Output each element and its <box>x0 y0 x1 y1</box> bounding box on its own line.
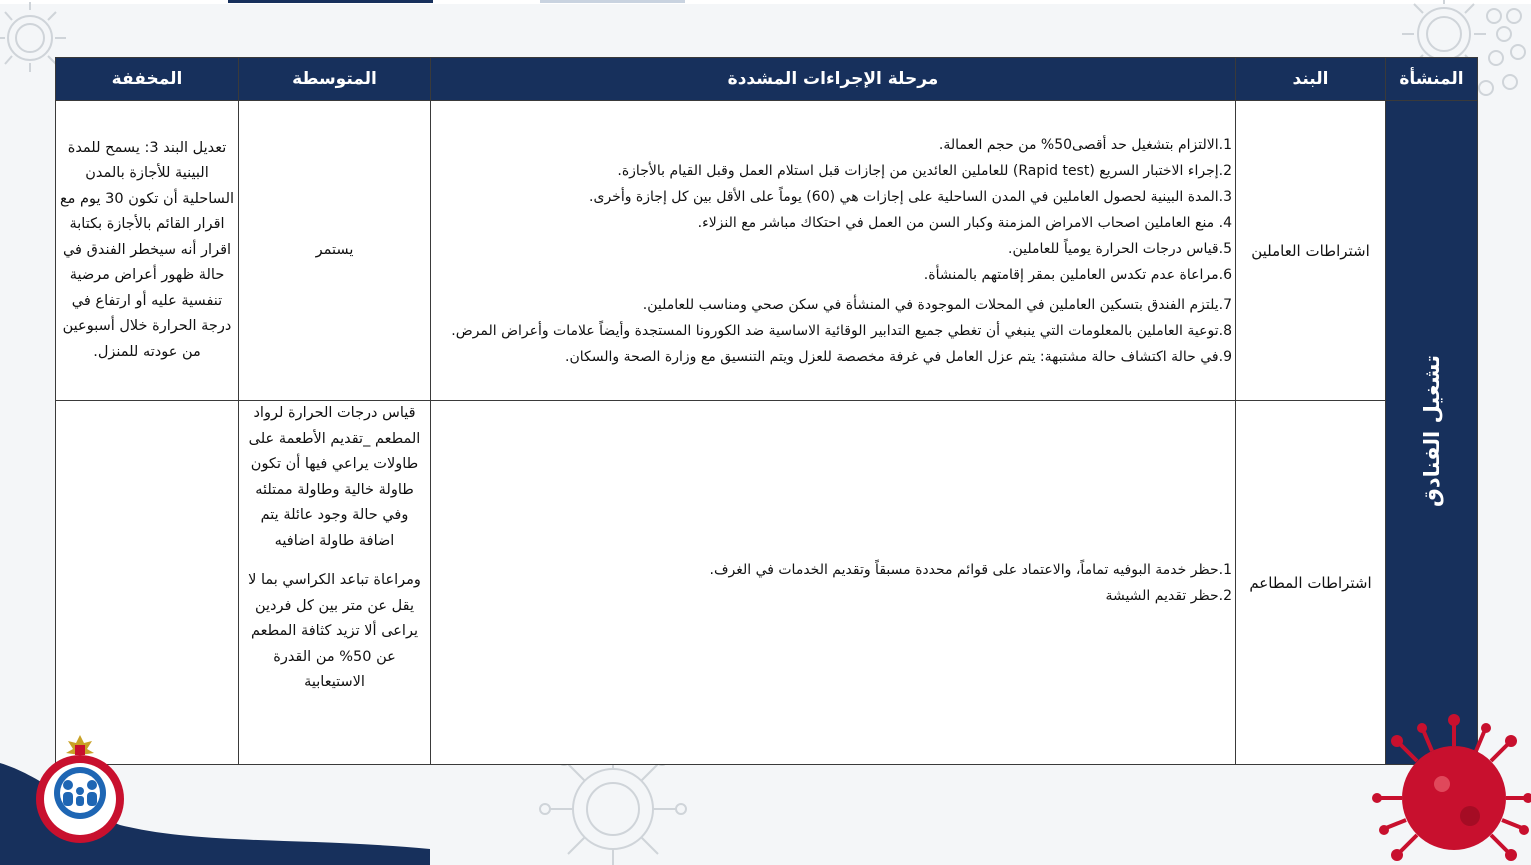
header-item: البند <box>1236 58 1386 101</box>
measures-table <box>55 57 1478 765</box>
measure-line: 9.في حالة اكتشاف حالة مشتبهة: يتم عزل العامل في غرفة مخصصة للعزل ويتم التنسيق مع وزارة الصحة والسكان. <box>565 348 1232 365</box>
strict-measures-cell <box>431 401 1236 765</box>
header-strict-phase: مرحلة الإجراءات المشددة <box>431 58 1236 101</box>
light-measures-cell <box>56 401 239 765</box>
measure-line: 8.توعية العاملين بالمعلومات التي ينبغي أن تغطي جميع التدابير الوقائية الاساسية ضد الكورونا المستجدة وأيضاً علامات وأعراض المرض. <box>451 322 1232 339</box>
measure-line: 7.يلتزم الفندق بتسكين العاملين في المحلات الموجودة في المنشأة في سكن صحي ومناسب للعاملين. <box>642 296 1232 313</box>
measure-line: 2.حظر تقديم الشيشة <box>1105 587 1232 604</box>
header-medium-phase: المتوسطة <box>239 58 431 101</box>
table-row <box>56 101 1478 401</box>
eagle-emblem <box>66 735 94 755</box>
item-cell: اشتراطات المطاعم <box>1236 401 1386 765</box>
medium-measure-part: يراعى ألا تزيد كثافة المطعم عن 50% من القدرة الاستيعابية <box>251 623 418 690</box>
facility-cell <box>1386 101 1478 765</box>
spacer <box>241 554 428 568</box>
measure-line: 3.المدة البينية لحصول العاملين في المدن الساحلية على إجازات هي (60) يوماً على الأقل بين كل إجازة وأخرى. <box>589 188 1232 205</box>
facility-name: تشغيل الفنادق <box>1419 354 1444 507</box>
measure-line: 4. منع العاملين اصحاب الامراض المزمنة وكبار السن من العمل في احتكاك مباشر مع النزلاء. <box>697 214 1232 231</box>
top-rule-dark <box>228 0 433 3</box>
medium-measures-cell: يستمر <box>239 101 431 401</box>
ministry-logo <box>32 735 128 845</box>
header-row <box>56 58 1478 101</box>
top-rule <box>0 0 1531 4</box>
measure-line: 1.الالتزام بتشغيل حد أقصى50% من حجم العمالة. <box>938 136 1232 153</box>
measure-line: 1.حظر خدمة البوفيه تماماً، والاعتماد على قوائم محددة مسبقاً وتقديم الخدمات في الغرف. <box>709 561 1232 578</box>
measure-line: 2.إجراء الاختبار السريع (Rapid test) للعاملين العائدين من إجازات قبل استلام العمل وقبل القيام بالأجازة. <box>617 162 1232 179</box>
strict-measures-cell <box>431 101 1236 401</box>
medium-measure-part: قياس درجات الحرارة لرواد المطعم _تقديم الأطعمة على طاولات يراعي فيها أن تكون طاولة خالية وطاولة ممتلئه وفي حالة وجود عائلة يتم اضافة طاولة اضافيه <box>248 405 421 549</box>
top-rule-light <box>540 0 685 3</box>
item-cell: اشتراطات العاملين <box>1236 101 1386 401</box>
virus-icon <box>1372 712 1531 865</box>
medium-measures-cell <box>239 401 431 765</box>
medium-measure-part: ومراعاة تباعد الكراسي بما لا يقل عن متر بين كل فردين <box>248 572 421 614</box>
table-row <box>56 401 1478 765</box>
header-facility: المنشأة <box>1386 58 1478 101</box>
header-light-phase: المخففة <box>56 58 239 101</box>
measure-line: 6.مراعاة عدم تكدس العاملين بمقر إقامتهم بالمنشأة. <box>923 266 1232 283</box>
measure-line: 5.قياس درجات الحرارة يومياً للعاملين. <box>1008 240 1232 257</box>
light-measures-cell: تعديل البند 3: يسمح للمدة البينية للأجازة بالمدن الساحلية أن تكون 30 يوم مع اقرار القائم بالأجازة بكتابة اقرار أنه سيخطر الفندق في حالة ظهور أعراض مرضية تنفسية عليه أو ارتفاع في درجة الحرارة خلال أسبوعين من عودته للمنزل. <box>56 101 239 401</box>
